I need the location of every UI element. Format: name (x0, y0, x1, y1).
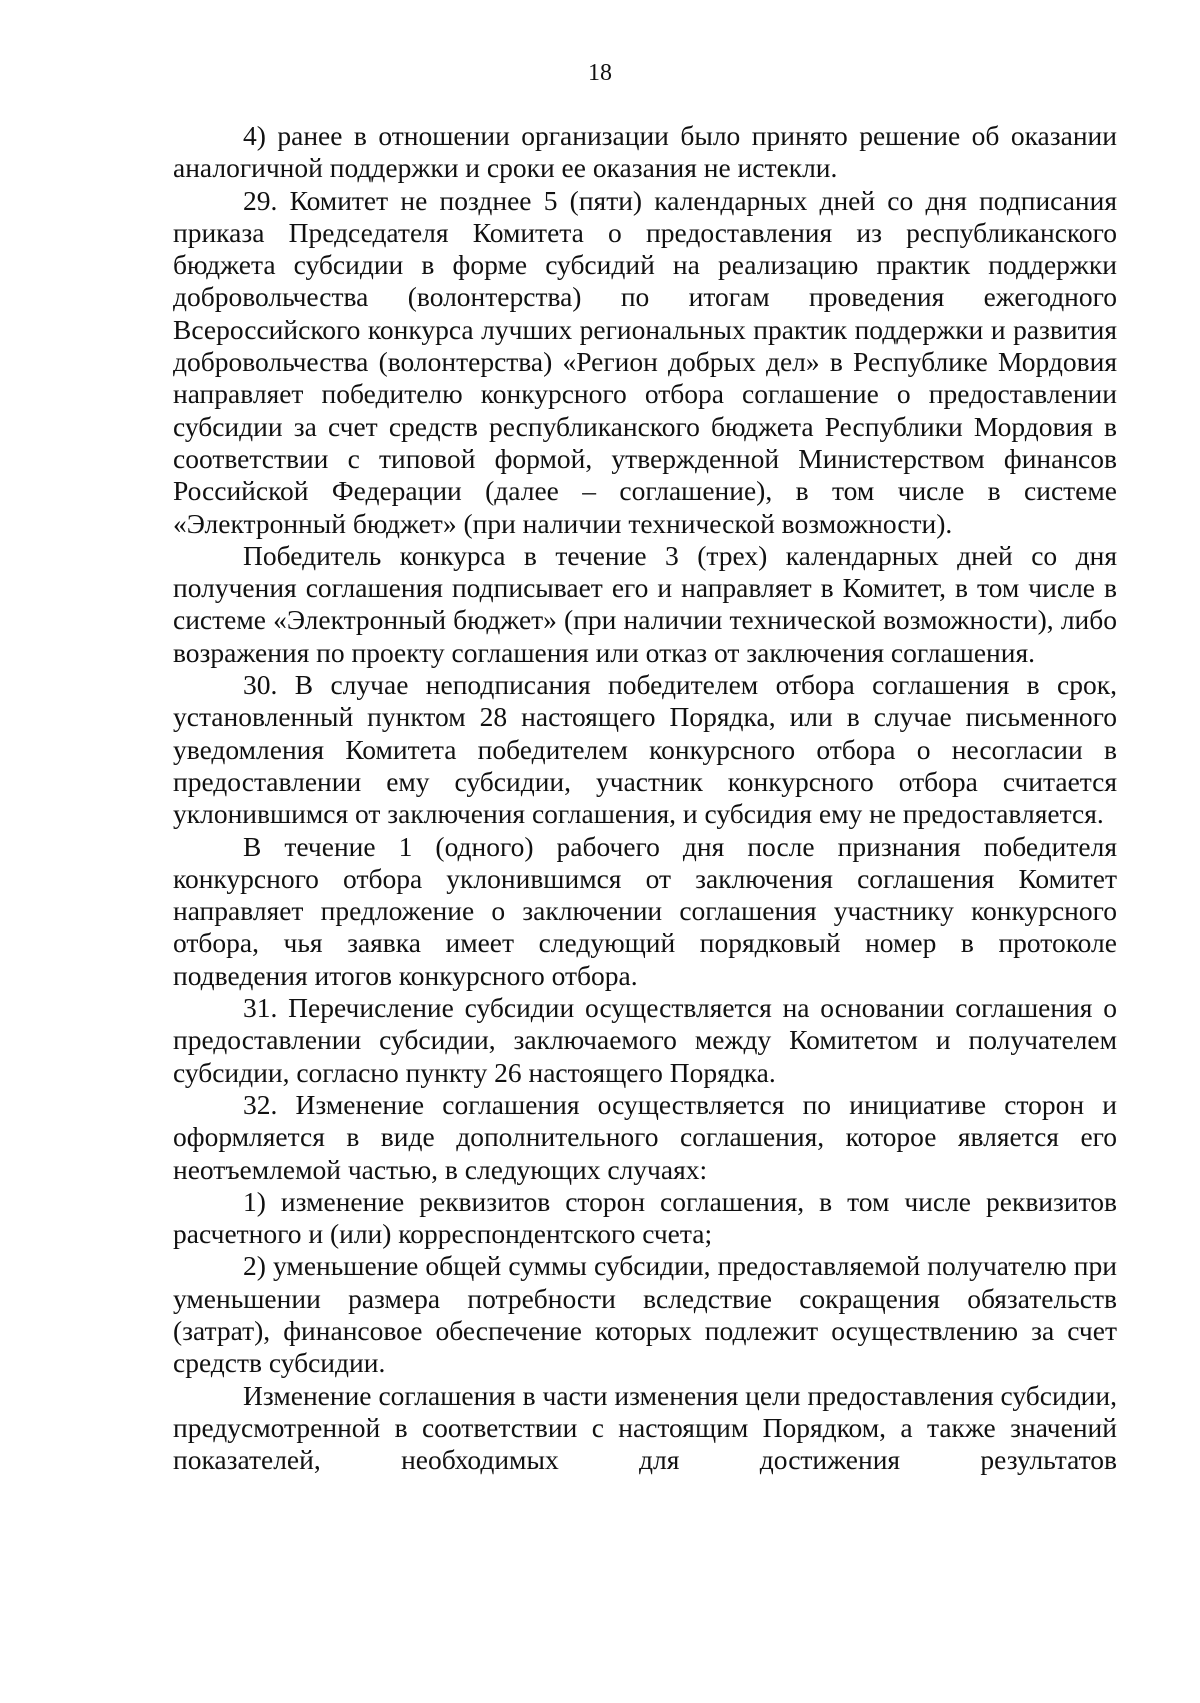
paragraph-next-participant: В течение 1 (одного) рабочего дня после признания победителя конкурсного отбора уклонившимся от заключения соглашения Комитет направляет предложение о заключении соглашения участнику конкурсного отбора, чья заявка имеет следующий порядковый номер в протоколе подведения итогов конкурсного отбора. (173, 830, 1117, 991)
paragraph-point-32: 32. Изменение соглашения осуществляется по инициативе сторон и оформляется в виде дополнительного соглашения, которое является его неотъемлемой частью, в следующих случаях: (173, 1088, 1117, 1185)
document-body (173, 120, 1117, 1476)
paragraph-point-30: 30. В случае неподписания победителем отбора соглашения в срок, установленный пунктом 28 настоящего Порядка, или в случае письменного уведомления Комитета победителем конкурсного отбора о несогласии в предоставлении ему субсидии, участник конкурсного отбора считается уклонившимся от заключения соглашения, и субсидия ему не предоставляется. (173, 669, 1117, 830)
paragraph-change-goal: Изменение соглашения в части изменения цели предоставления субсидии, предусмотренной в соответствии с настоящим Порядком, а также значений показателей, необходимых для достижения результатов (173, 1379, 1117, 1476)
paragraph-point-29: 29. Комитет не позднее 5 (пяти) календарных дней со дня подписания приказа Председателя Комитета о предоставления из республиканского бюджета субсидии в форме субсидий на реализацию практик поддержки добровольчества (волонтерства) по итогам проведения ежегодного Всероссийского конкурса лучших региональных практик поддержки и развития добровольчества (волонтерства) «Регион добрых дел» в Республике Мордовия направляет победителю конкурсного отбора соглашение о предоставлении субсидии за счет средств республиканского бюджета Республики Мордовия в соответствии с типовой формой, утвержденной Министерством финансов Российской Федерации (далее – соглашение), в том числе в системе «Электронный бюджет» (при наличии технической возможности). (173, 184, 1117, 539)
paragraph-winner-signing: Победитель конкурса в течение 3 (трех) календарных дней со дня получения соглашения подписывает его и направляет в Комитет, в том числе в системе «Электронный бюджет» (при наличии технической возможности), либо возражения по проекту соглашения или отказ от заключения соглашения. (173, 539, 1117, 668)
paragraph-subitem-2: 2) уменьшение общей суммы субсидии, предоставляемой получателю при уменьшении размера потребности вследствие сокращения обязательств (затрат), финансовое обеспечение которых подлежит осуществлению за счет средств субсидии. (173, 1250, 1117, 1379)
paragraph-point-31: 31. Перечисление субсидии осуществляется на основании соглашения о предоставлении субсидии, заключаемого между Комитетом и получателем субсидии, согласно пункту 26 настоящего Порядка. (173, 992, 1117, 1088)
page-number: 18 (588, 60, 612, 86)
paragraph-subitem-1: 1) изменение реквизитов сторон соглашения, в том числе реквизитов расчетного и (или) корреспондентского счета; (173, 1185, 1117, 1250)
paragraph-item-4: 4) ранее в отношении организации было принято решение об оказании аналогичной поддержки и сроки ее оказания не истекли. (173, 120, 1117, 184)
